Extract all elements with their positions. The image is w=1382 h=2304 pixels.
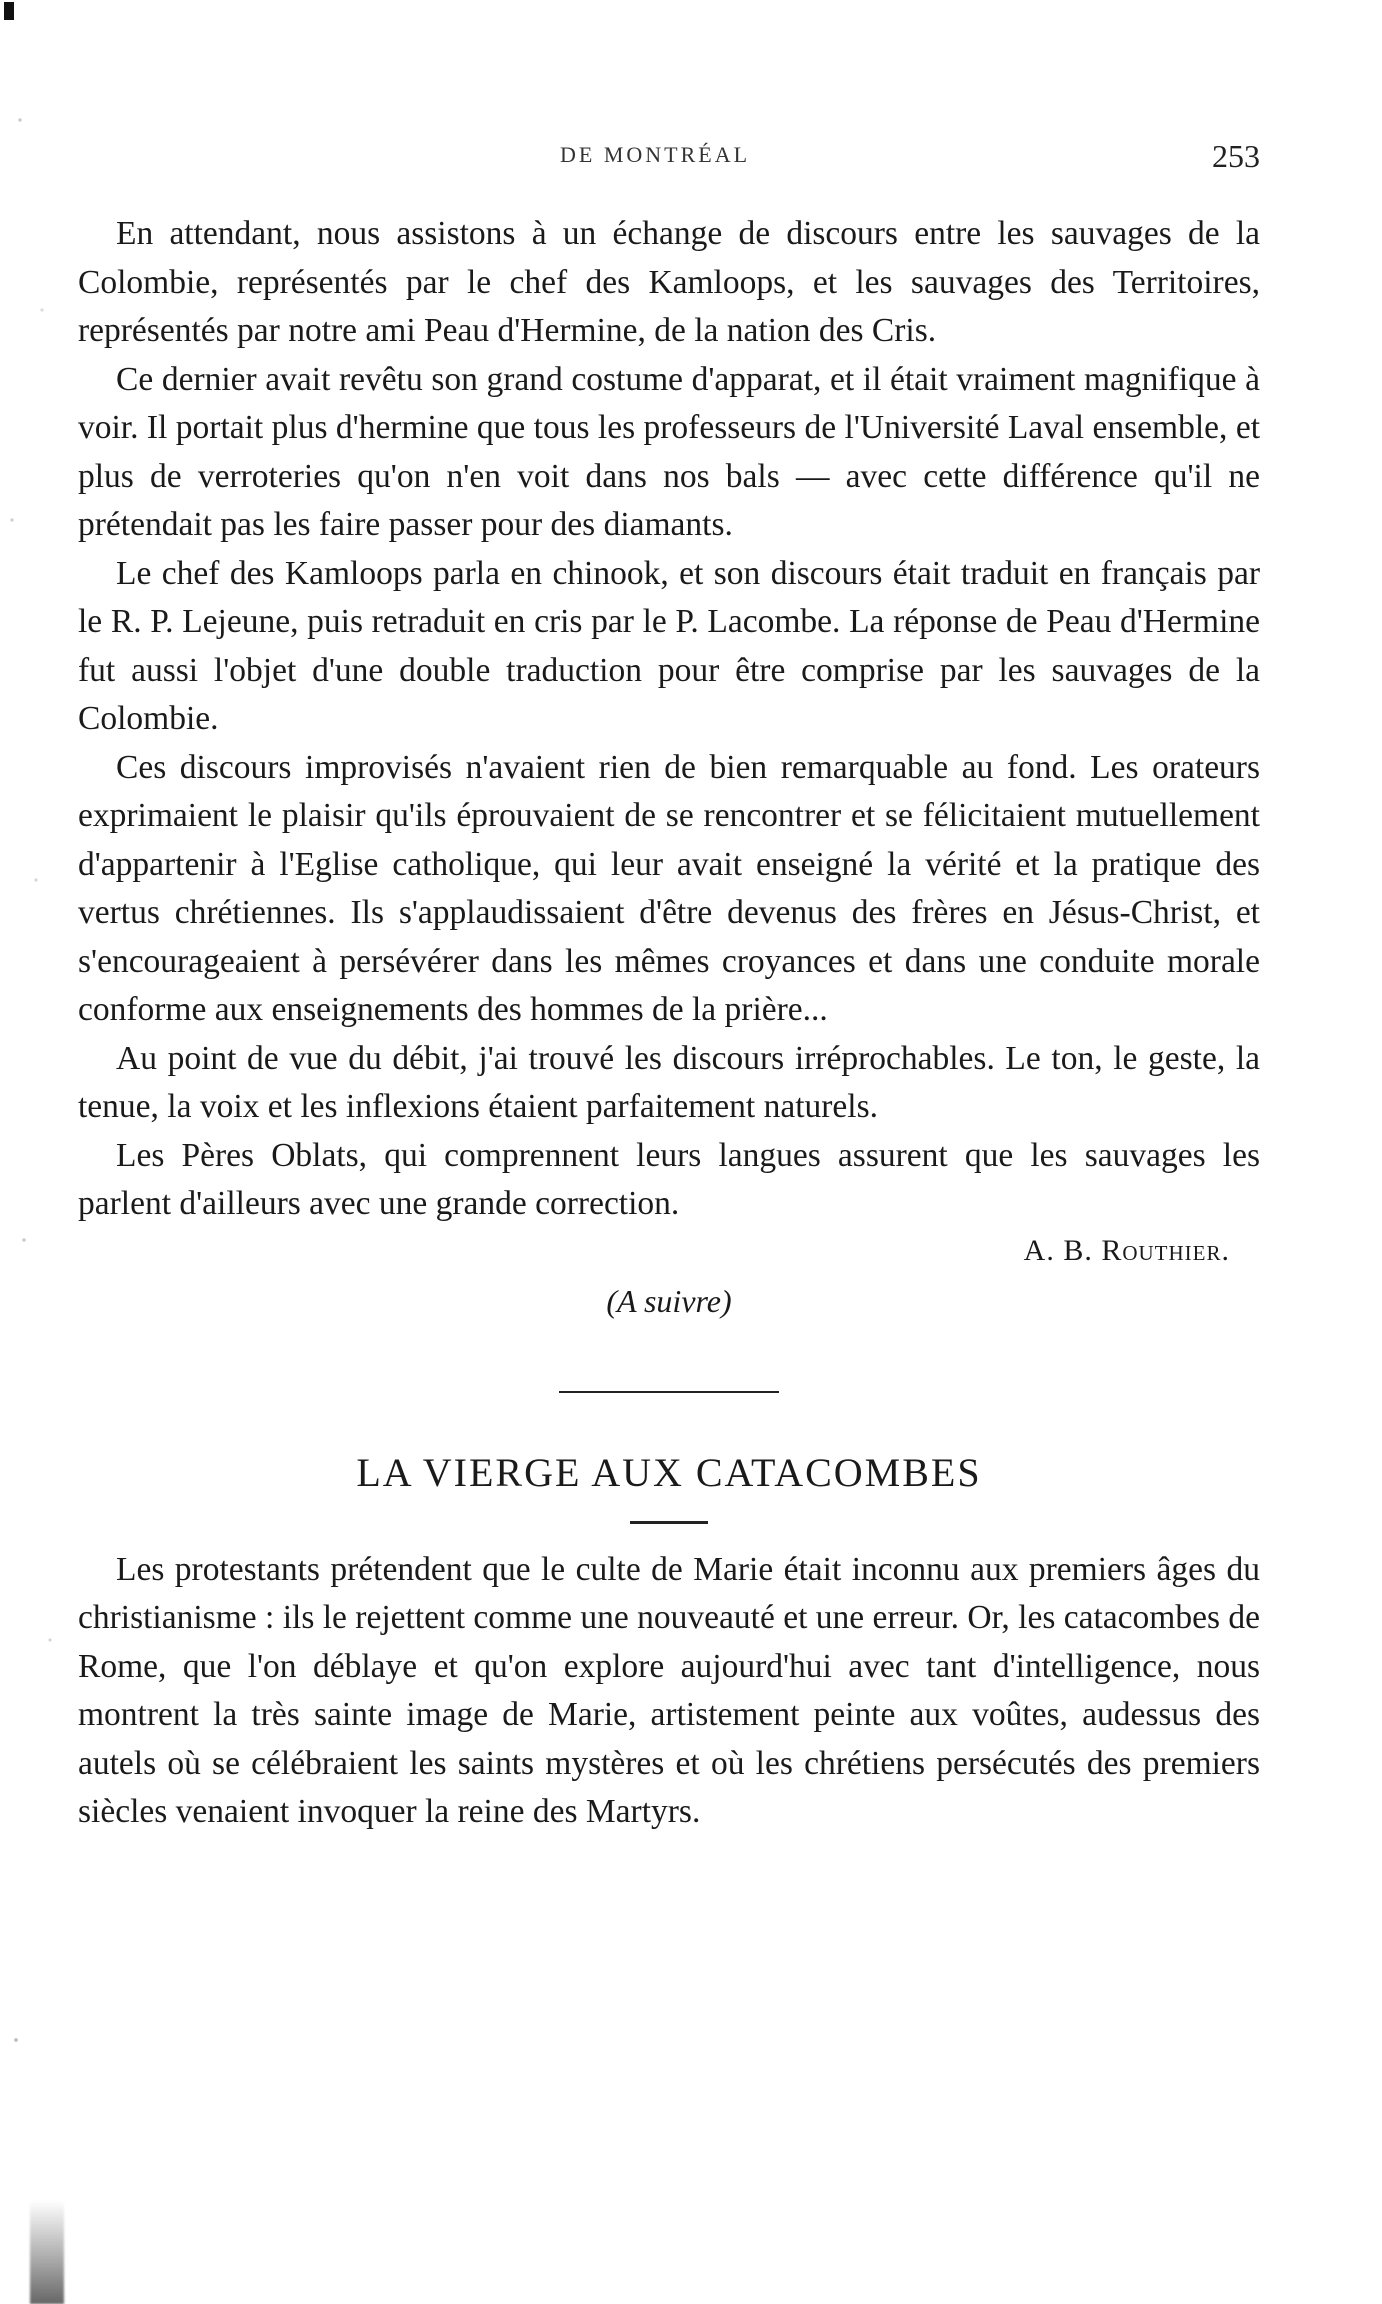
main-text [78,210,1260,1837]
scan-bottom-edge-shadow [30,2200,64,2304]
article-title: LA VIERGE AUX CATACOMBES [356,1449,982,1495]
page-number: 253 [1212,138,1260,174]
paragraph: Ce dernier avait revêtu son grand costume d'apparat, et il était vraiment magnifique à voir. Il portait plus d'hermine que tous les professeurs de l'Université Laval ensemble, et plus de verroteries qu'on n'en voit dans nos bals — avec cette différence qu'il ne prétendait pas les faire passer pour des diamants. [78,360,1260,543]
paragraph: Le chef des Kamloops parla en chinook, et son discours était traduit en français par le R. P. Lejeune, puis retraduit en cris par le P. Lacombe. La réponse de Peau d'Hermine fut aussi l'objet d'une double traduction pour être comprise par les sauvages de la Colombie. [78,554,1260,737]
author-signature: A. B. Routhier. [1023,1233,1230,1267]
running-head [0,138,1382,178]
paragraph: Les protestants prétendent que le culte de Marie était inconnu aux premiers âges du christianisme : ils le rejettent comme une nouveauté et une erreur. Or, les catacombes de Rome, que l'on déblaye et qu'on explore aujourd'hui avec tant d'intelligence, nous montrent la très sainte image de Marie, artistement peinte aux voûtes, audessus des autels où se célébraient les saints mystères et où les chrétiens persécutés des premiers siècles venaient invoquer la reine des Martyrs. [78,1550,1260,1830]
scan-margin-noise [0,0,70,2304]
paragraph: Les Pères Oblats, qui comprennent leurs langues assurent que les sauvages les parlent d'ailleurs avec une grande correction. [78,1136,1260,1222]
paragraph: Au point de vue du débit, j'ai trouvé les discours irréprochables. Le ton, le geste, la tenue, la voix et les inflexions étaient parfaitement naturels. [78,1039,1260,1125]
to-be-continued-note: (A suivre) [606,1282,732,1319]
title-underline-rule [630,1521,708,1524]
running-title: DE MONTRÉAL [560,142,751,167]
section-divider [559,1391,779,1393]
paragraph: En attendant, nous assistons à un échange de discours entre les sauvages de la Colombie, représentés par le chef des Kamloops, et les sauvages des Territoires, représentés par notre ami Peau d'Hermine, de la nation des Cris. [78,215,1260,349]
paragraph: Ces discours improvisés n'avaient rien de bien remarquable au fond. Les orateurs exprimaient le plaisir qu'ils éprouvaient de se rencontrer et se félicitaient mutuellement d'appartenir à l'Eglise catholique, qui leur avait enseigné la vérité et la pratique des vertus chrétiennes. Ils s'applaudissaient d'être devenus des frères en Jésus-Christ, et s'encourageaient à persévérer dans les mêmes croyances et dans une conduite morale conforme aux enseignements des hommes de la prière... [78,748,1260,1028]
scan-corner-mark [4,2,14,20]
